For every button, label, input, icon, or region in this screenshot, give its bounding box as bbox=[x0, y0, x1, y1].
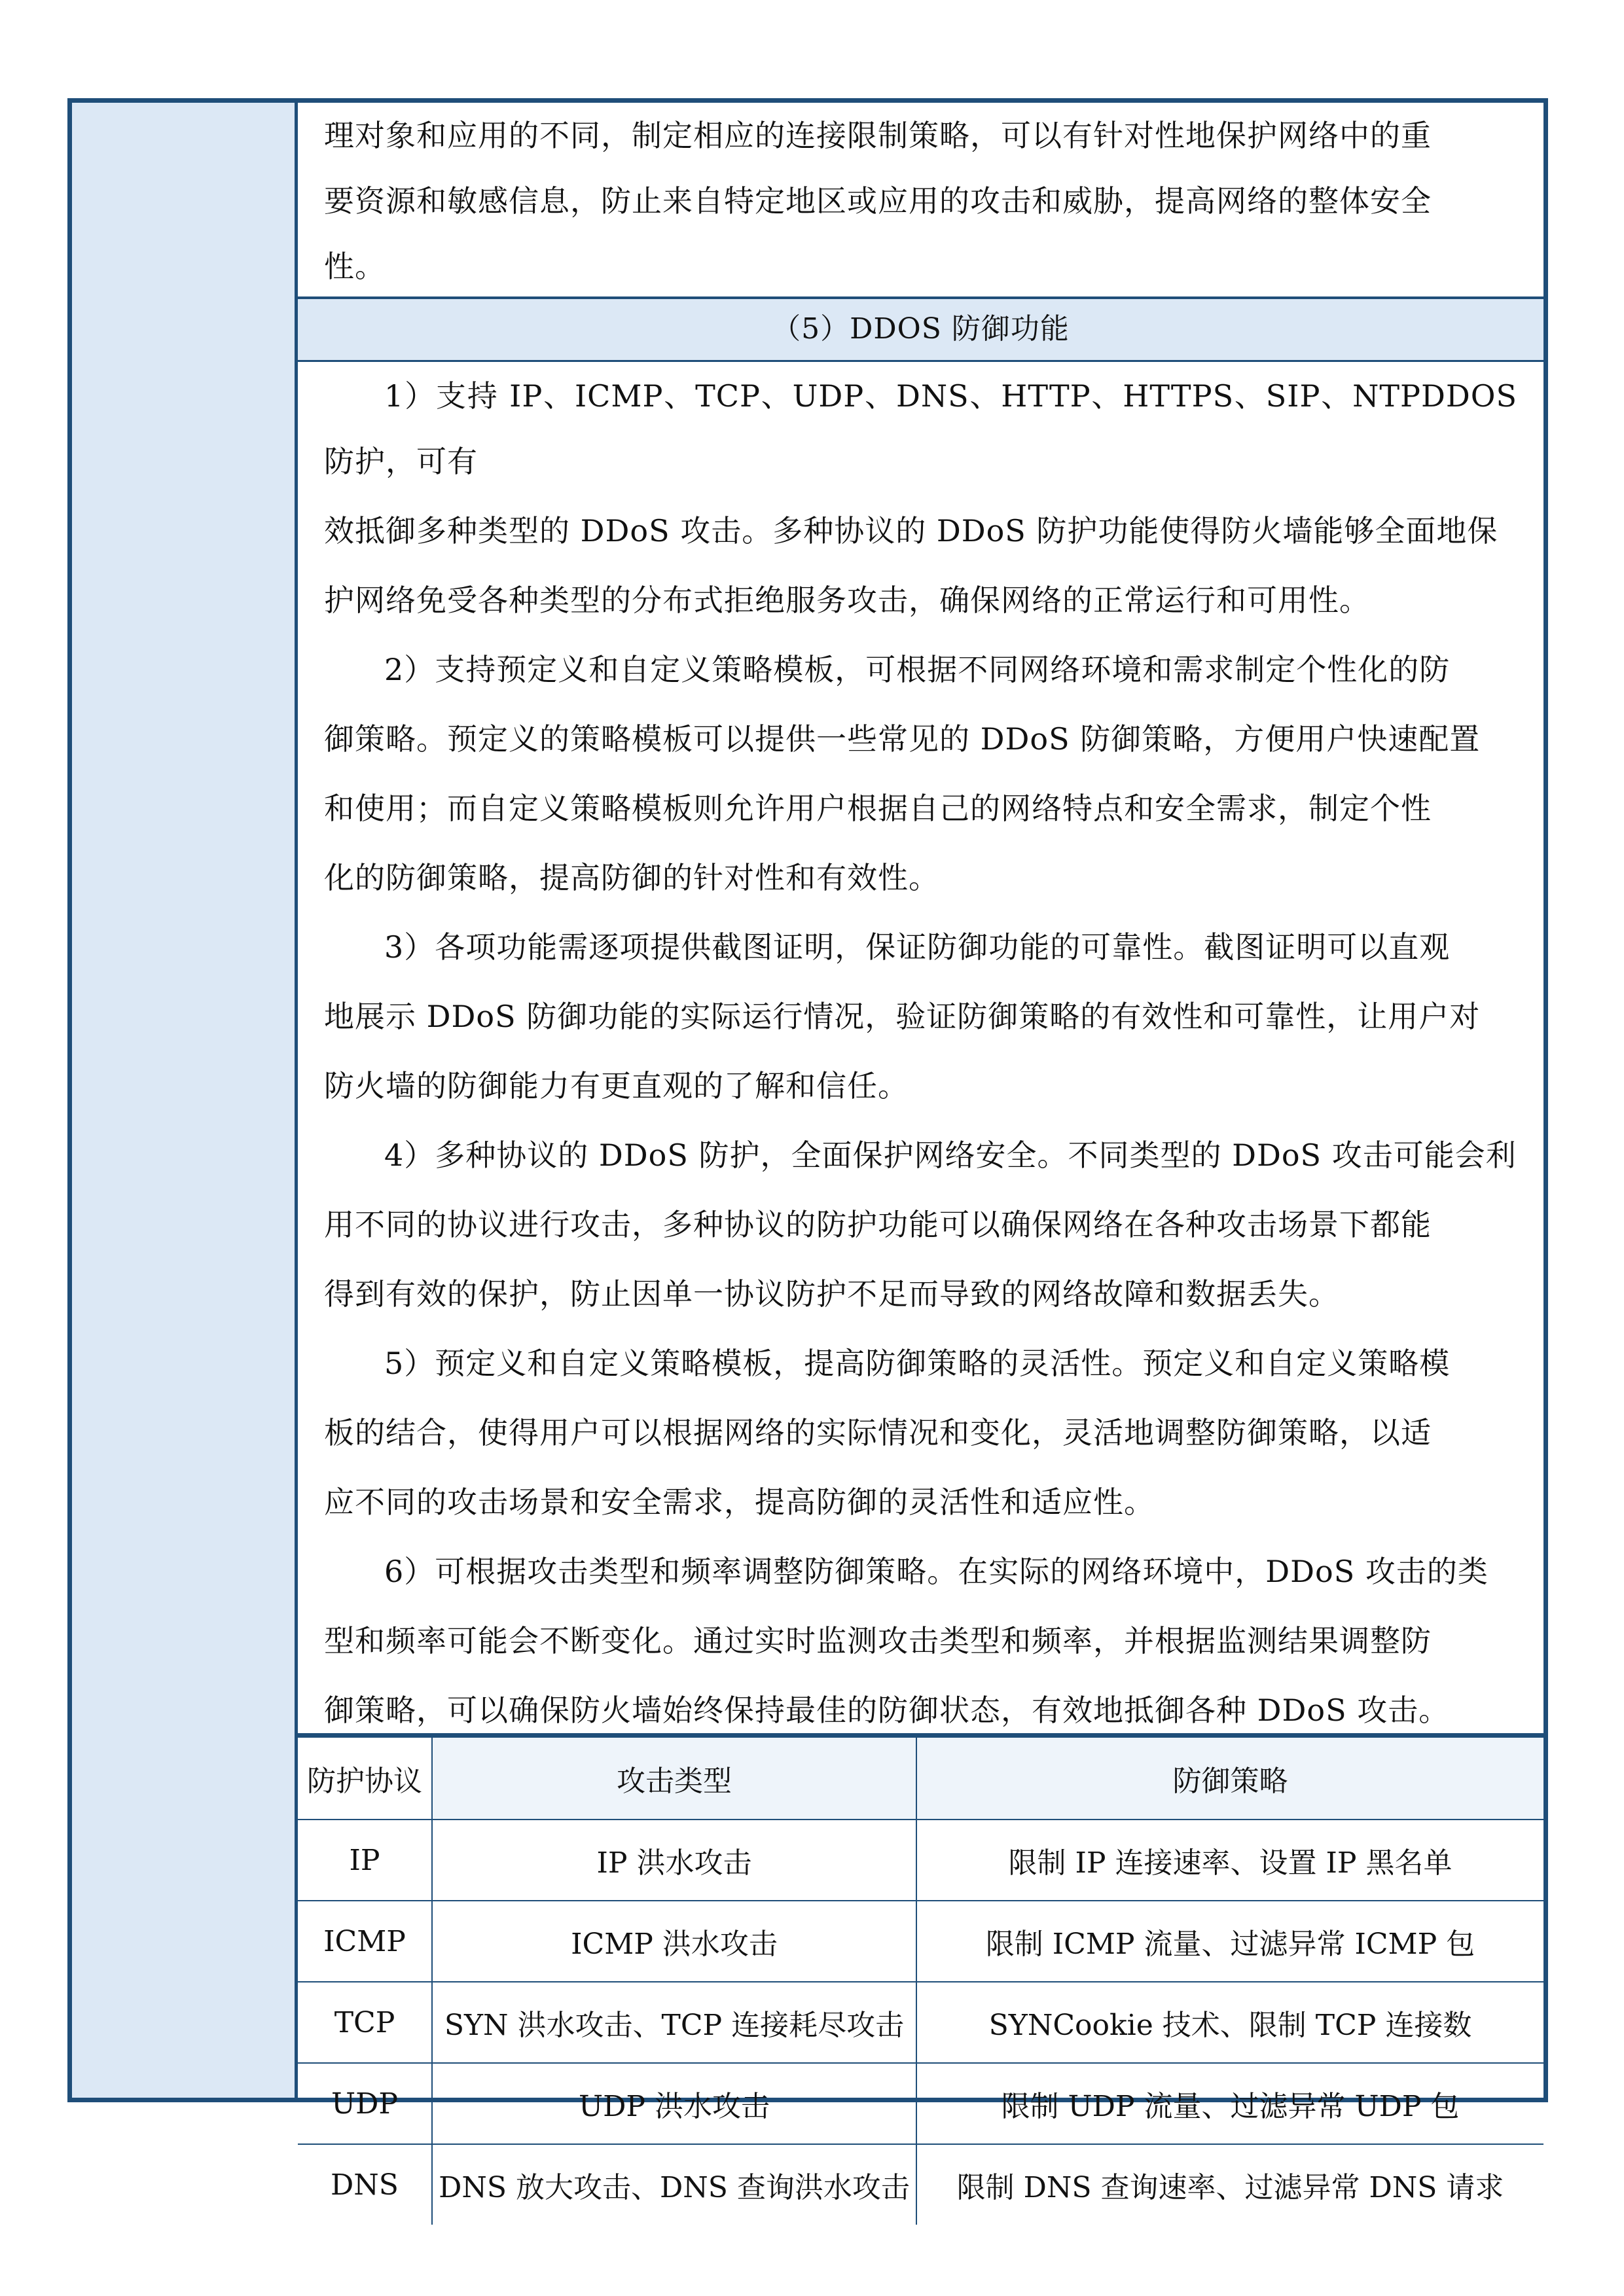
paragraph-line: 2）支持预定义和自定义策略模板，可根据不同网络环境和需求制定个性化的防 bbox=[384, 652, 1451, 687]
defense-strategy-cell: 限制 UDP 流量、过滤异常 UDP 包 bbox=[916, 2063, 1543, 2144]
header-attack-type: 攻击类型 bbox=[432, 1737, 916, 1820]
section-body bbox=[298, 362, 1543, 1736]
continuation-paragraph bbox=[298, 103, 1543, 299]
paragraph bbox=[324, 1122, 1517, 1327]
paragraph-line: 地展示 DDoS 防御功能的实际运行情况，验证防御策略的有效性和可靠性，让用户对 bbox=[324, 999, 1481, 1034]
paragraph-line: 御策略。预定义的策略模板可以提供一些常见的 DDoS 防御策略，方便用户快速配置 bbox=[324, 721, 1481, 757]
paragraph-line: 要资源和敏感信息，防止来自特定地区或应用的攻击和威胁，提高网络的整体安全 bbox=[324, 183, 1432, 219]
paragraph-line: 用不同的协议进行攻击，多种协议的防护功能可以确保网络在各种攻击场景下都能 bbox=[324, 1207, 1432, 1242]
paragraph-line: 5）预定义和自定义策略模板，提高防御策略的灵活性。预定义和自定义策略模 bbox=[384, 1346, 1451, 1381]
paragraph-line: 御策略，可以确保防火墙始终保持最佳的防御状态，有效地抵御各种 DDoS 攻击。 bbox=[324, 1693, 1450, 1728]
protocol-cell: DNS bbox=[298, 2144, 432, 2225]
header-defense-strategy: 防御策略 bbox=[916, 1737, 1543, 1820]
paragraph bbox=[324, 1331, 1517, 1535]
attack-type-cell: DNS 放大攻击、DNS 查询洪水攻击 bbox=[432, 2144, 916, 2225]
paragraph-line: 得到有效的保护，防止因单一协议防护不足而导致的网络故障和数据丢失。 bbox=[324, 1276, 1339, 1312]
ddos-protection-table bbox=[298, 1736, 1543, 2225]
content-column bbox=[298, 103, 1543, 2204]
paragraph bbox=[324, 637, 1517, 910]
table-row bbox=[298, 1901, 1543, 1982]
paragraph-line: 6）可根据攻击类型和频率调整防御策略。在实际的网络环境中，DDoS 攻击的类 bbox=[384, 1554, 1489, 1589]
paragraph bbox=[324, 914, 1517, 1119]
paragraph bbox=[324, 363, 1517, 633]
table-row bbox=[298, 2144, 1543, 2225]
table-row bbox=[298, 1982, 1543, 2063]
defense-strategy-cell: 限制 IP 连接速率、设置 IP 黑名单 bbox=[916, 1820, 1543, 1901]
paragraph-line: 3）各项功能需逐项提供截图证明，保证防御功能的可靠性。截图证明可以直观 bbox=[384, 929, 1451, 965]
paragraph-line: 1）支持 IP、ICMP、TCP、UDP、DNS、HTTP、HTTPS、SIP、NTPDDOS 防护，可有 bbox=[324, 378, 1517, 479]
protocol-cell: ICMP bbox=[298, 1901, 432, 1982]
table-header-row bbox=[298, 1737, 1543, 1820]
paragraph-line: 板的结合，使得用户可以根据网络的实际情况和变化，灵活地调整防御策略，以适 bbox=[324, 1415, 1432, 1450]
table-row bbox=[298, 1820, 1543, 1901]
attack-type-cell: SYN 洪水攻击、TCP 连接耗尽攻击 bbox=[432, 1982, 916, 2063]
left-label-column bbox=[72, 103, 298, 2098]
defense-strategy-cell: 限制 ICMP 流量、过滤异常 ICMP 包 bbox=[916, 1901, 1543, 1982]
paragraph-line: 护网络免受各种类型的分布式拒绝服务攻击，确保网络的正常运行和可用性。 bbox=[324, 583, 1370, 618]
protocol-cell: IP bbox=[298, 1820, 432, 1901]
defense-strategy-cell: 限制 DNS 查询速率、过滤异常 DNS 请求 bbox=[916, 2144, 1543, 2225]
protocol-cell: UDP bbox=[298, 2063, 432, 2144]
document-frame bbox=[67, 98, 1548, 2204]
table-row bbox=[298, 2063, 1543, 2144]
protocol-cell: TCP bbox=[298, 1982, 432, 2063]
attack-type-cell: UDP 洪水攻击 bbox=[432, 2063, 916, 2144]
paragraph bbox=[324, 1539, 1517, 1743]
paragraph-line: 应不同的攻击场景和安全需求，提高防御的灵活性和适应性。 bbox=[324, 1484, 1155, 1520]
paragraph-line: 理对象和应用的不同，制定相应的连接限制策略，可以有针对性地保护网络中的重 bbox=[324, 118, 1432, 153]
paragraph-line: 和使用；而自定义策略模板则允许用户根据自己的网络特点和安全需求，制定个性 bbox=[324, 791, 1432, 826]
section-title: （5）DDOS 防御功能 bbox=[298, 299, 1543, 362]
paragraph-line: 性。 bbox=[324, 249, 386, 284]
attack-type-cell: IP 洪水攻击 bbox=[432, 1820, 916, 1901]
defense-strategy-cell: SYNCookie 技术、限制 TCP 连接数 bbox=[916, 1982, 1543, 2063]
paragraph-line: 防火墙的防御能力有更直观的了解和信任。 bbox=[324, 1068, 909, 1103]
paragraph-line: 型和频率可能会不断变化。通过实时监测攻击类型和频率，并根据监测结果调整防 bbox=[324, 1623, 1432, 1659]
paragraph-line: 4）多种协议的 DDoS 防护，全面保护网络安全。不同类型的 DDoS 攻击可能会利 bbox=[384, 1138, 1517, 1173]
header-protocol: 防护协议 bbox=[298, 1737, 432, 1820]
attack-type-cell: ICMP 洪水攻击 bbox=[432, 1901, 916, 1982]
paragraph-line: 化的防御策略，提高防御的针对性和有效性。 bbox=[324, 860, 939, 895]
paragraph-line: 效抵御多种类型的 DDoS 攻击。多种协议的 DDoS 防护功能使得防火墙能够全面地保 bbox=[324, 513, 1498, 548]
